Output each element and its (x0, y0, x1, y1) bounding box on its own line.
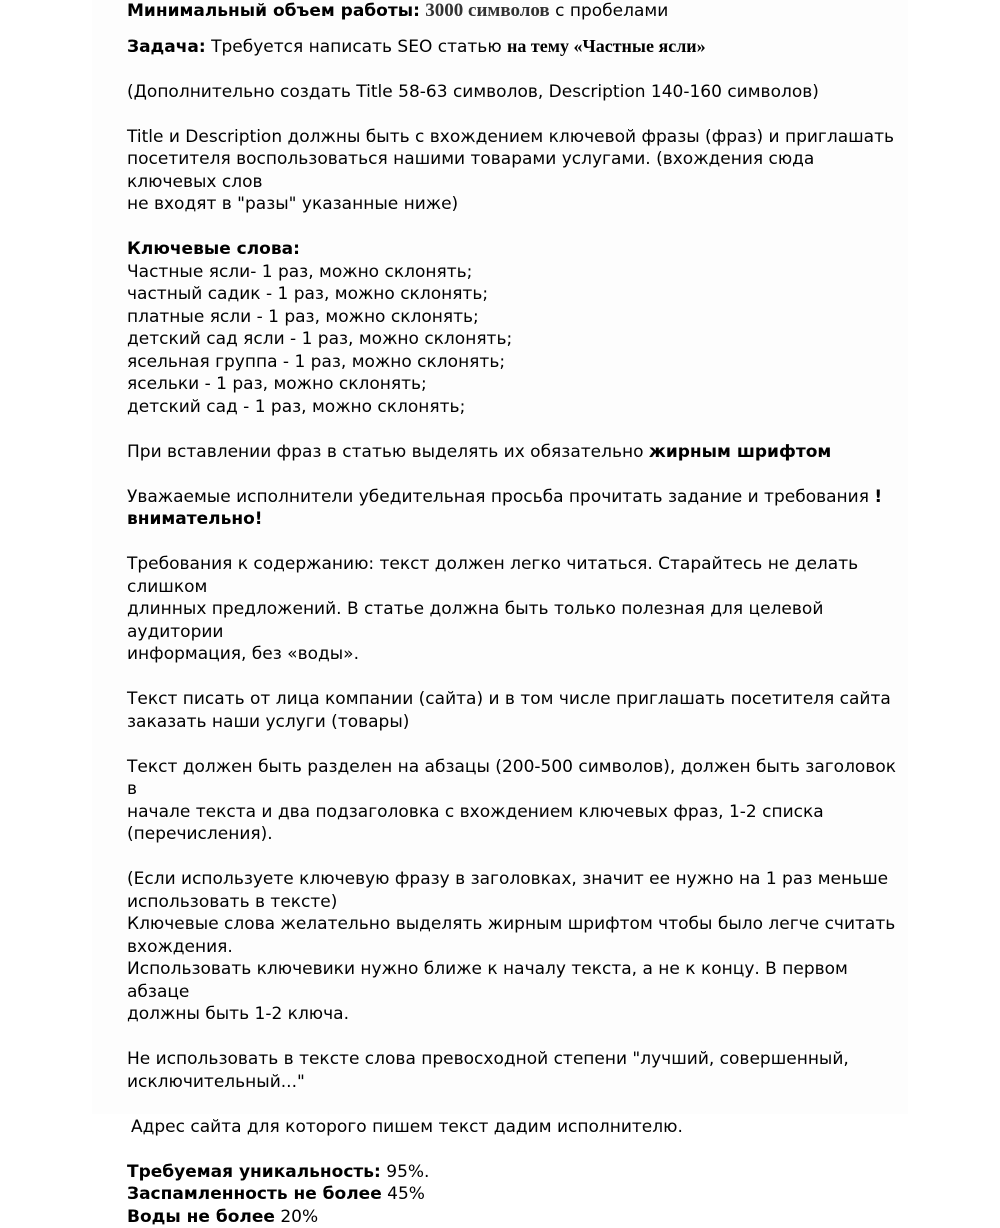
task-line (127, 35, 907, 59)
attention-emphasis: внимательно! (127, 508, 907, 531)
bold-instruction (127, 441, 907, 464)
site-address-note: Адрес сайта для которого пишем текст дадим исполнителю. (127, 1116, 907, 1139)
bold-instruction-emphasis: жирным шрифтом (649, 442, 831, 462)
keyword-item: платные ясли - 1 раз, можно склонять; (127, 306, 907, 329)
paragraph-line: Требования к содержанию: текст должен легко читаться. Старайтесь не делать слишком (127, 553, 907, 598)
keyword-notes (127, 868, 907, 1026)
attention-mark: ! (874, 487, 882, 507)
metric-label: Заспамленность не более (127, 1184, 382, 1204)
min-volume-label: Минимальный объем работы: (127, 1, 420, 21)
paragraph-line: Title и Description должны быть с вхождением ключевой фразы (фраз) и приглашать (127, 126, 907, 149)
keywords-heading: Ключевые слова: (127, 238, 907, 261)
paragraph-line: Текст должен быть разделен на абзацы (200-500 символов), должен быть заголовок в (127, 756, 907, 801)
paragraph-line: вхождения. (127, 936, 907, 959)
min-volume-suffix: с пробелами (555, 1, 668, 21)
paragraph-line: посетителя воспользоваться нашими товарами услугами. (вхождения сюда ключевых слов (127, 148, 907, 193)
voice-requirements (127, 688, 907, 733)
task-topic: на тему «Частные ясли» (507, 36, 706, 56)
paragraph-line: Не использовать в тексте слова превосходной степени "лучший, совершенный, (127, 1048, 907, 1071)
metric-water (127, 1206, 907, 1228)
attention-paragraph (127, 486, 907, 531)
attention-line (127, 486, 907, 509)
paragraph-line: (Если используете ключевую фразу в заголовках, значит ее нужно на 1 раз меньше (127, 868, 907, 891)
metric-spam (127, 1183, 907, 1206)
metric-value: 95%. (386, 1162, 429, 1182)
paragraph-line: длинных предложений. В статье должна быть только полезная для целевой аудитории (127, 598, 907, 643)
keyword-item: детский сад - 1 раз, можно склонять; (127, 396, 907, 419)
paragraph-line: начале текста и два подзаголовка с вхождением ключевых фраз, 1-2 списка (127, 801, 907, 824)
task-document (127, 0, 907, 1228)
metric-value: 20% (280, 1207, 318, 1227)
metric-uniqueness (127, 1161, 907, 1184)
paragraph-line: Использовать ключевики нужно ближе к началу текста, а не к концу. В первом абзаце (127, 958, 907, 1003)
structure-requirements (127, 756, 907, 846)
keyword-item: ясельная группа - 1 раз, можно склонять; (127, 351, 907, 374)
extra-requirements: (Дополнительно создать Title 58-63 символов, Description 140-160 символов) (127, 81, 907, 104)
keyword-item: Частные ясли- 1 раз, можно склонять; (127, 261, 907, 284)
keywords-section (127, 238, 907, 418)
title-description-paragraph (127, 126, 907, 216)
metric-value: 45% (387, 1184, 425, 1204)
min-volume-value: 3000 символов (425, 0, 549, 21)
task-text: Требуется написать SEO статью (211, 37, 502, 57)
paragraph-line: (перечисления). (127, 823, 907, 846)
paragraph-line: не входят в "разы" указанные ниже) (127, 193, 907, 216)
paragraph-line: должны быть 1-2 ключа. (127, 1003, 907, 1026)
task-label: Задача: (127, 37, 206, 57)
content-requirements (127, 553, 907, 666)
paragraph-line: заказать наши услуги (товары) (127, 711, 907, 734)
paragraph-line: информация, без «воды». (127, 643, 907, 666)
paragraph-line: исключительный..." (127, 1071, 907, 1094)
keyword-item: частный садик - 1 раз, можно склонять; (127, 283, 907, 306)
min-volume-line (127, 0, 907, 23)
keyword-item: ясельки - 1 раз, можно склонять; (127, 373, 907, 396)
paragraph-line: Ключевые слова желательно выделять жирным шрифтом чтобы было легче считать (127, 913, 907, 936)
paragraph-line: использовать в тексте) (127, 891, 907, 914)
metric-label: Требуемая уникальность: (127, 1162, 381, 1182)
metrics-block (127, 1161, 907, 1228)
superlatives-rule (127, 1048, 907, 1093)
keyword-item: детский сад ясли - 1 раз, можно склонять; (127, 328, 907, 351)
attention-text: Уважаемые исполнители убедительная просьба прочитать задание и требования (127, 487, 869, 507)
paragraph-line: Текст писать от лица компании (сайта) и в том числе приглашать посетителя сайта (127, 688, 907, 711)
bold-instruction-text: При вставлении фраз в статью выделять их обязательно (127, 442, 644, 462)
metric-label: Воды не более (127, 1207, 275, 1227)
